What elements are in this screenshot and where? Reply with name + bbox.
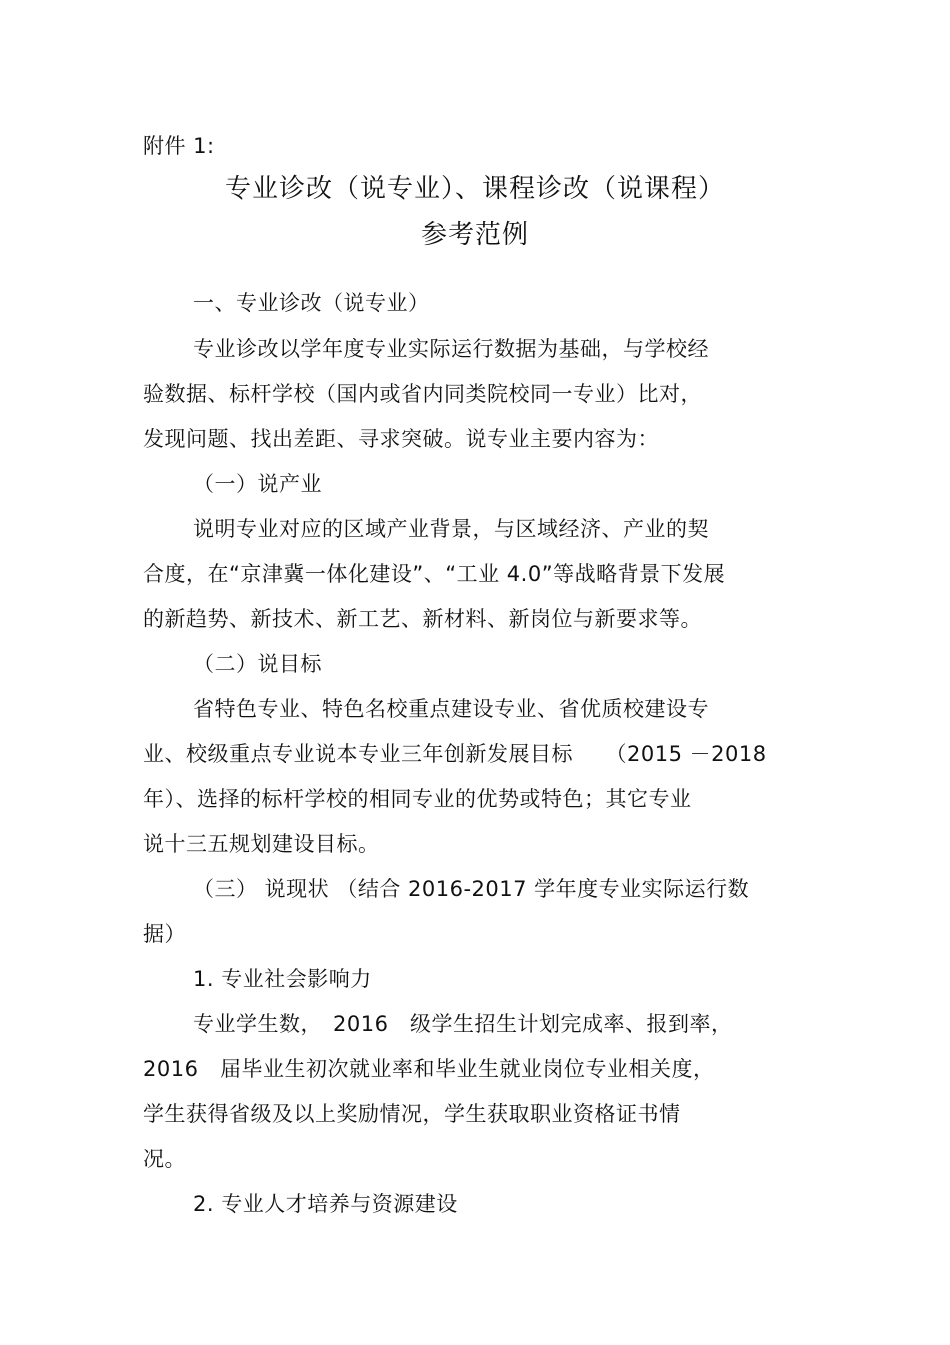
item-heading-social-influence: 1. 专业社会影响力 bbox=[193, 967, 372, 991]
paragraph-line: 2016 届毕业生初次就业率和毕业生就业岗位专业相关度， bbox=[143, 1057, 715, 1081]
paragraph-line: 学生获得省级及以上奖励情况，学生获取职业资格证书情 bbox=[143, 1102, 681, 1126]
document-title: 专业诊改（说专业）、课程诊改（说课程） bbox=[224, 174, 725, 204]
section-heading-1: 一、专业诊改（说专业） bbox=[193, 291, 430, 315]
subsection-heading-status: （三） 说现状 （结合 2016-2017 学年度专业实际运行数 bbox=[193, 877, 750, 901]
paragraph-line: 的新趋势、新技术、新工艺、新材料、新岗位与新要求等。 bbox=[143, 607, 702, 631]
item-heading-talent-resources: 2. 专业人才培养与资源建设 bbox=[193, 1192, 458, 1216]
document-subtitle: 参考范例 bbox=[420, 220, 529, 250]
paragraph-line: 发现问题、找出差距、寻求突破。说专业主要内容为： bbox=[143, 427, 659, 451]
paragraph-line: 年）、选择的标杆学校的相同专业的优势或特色；其它专业 bbox=[143, 787, 692, 811]
paragraph-line: 况。 bbox=[143, 1147, 186, 1171]
paragraph-line: 验数据、标杆学校（国内或省内同类院校同一专业）比对， bbox=[143, 382, 702, 406]
paragraph-line: 说十三五规划建设目标。 bbox=[143, 832, 380, 856]
paragraph-line: 说明专业对应的区域产业背景，与区域经济、产业的契 bbox=[193, 517, 709, 541]
paragraph-line: 业、校级重点专业说本专业三年创新发展目标 （2015 －2018 bbox=[143, 742, 767, 766]
paragraph-line: 省特色专业、特色名校重点建设专业、省优质校建设专 bbox=[193, 697, 709, 721]
paragraph-line: 据） bbox=[143, 922, 186, 946]
paragraph-line: 专业学生数， 2016 级学生招生计划完成率、报到率， bbox=[193, 1012, 733, 1036]
subsection-heading-industry: （一）说产业 bbox=[193, 472, 322, 496]
attachment-label: 附件 1: bbox=[143, 134, 215, 158]
paragraph-line: 合度，在“京津冀一体化建设”、“工业 4.0”等战略背景下发展 bbox=[143, 562, 726, 586]
paragraph-line: 专业诊改以学年度专业实际运行数据为基础，与学校经 bbox=[193, 337, 709, 361]
subsection-heading-goal: （二）说目标 bbox=[193, 652, 322, 676]
